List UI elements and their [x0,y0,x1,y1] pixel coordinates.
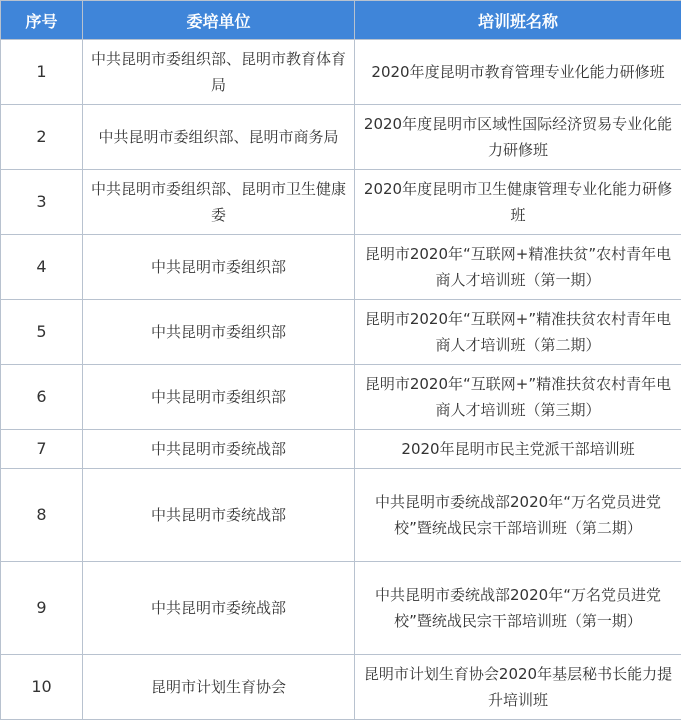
row-unit: 中共昆明市委统战部 [83,430,355,469]
table-row [1,300,681,365]
table-row [1,655,681,720]
table-row [1,40,681,105]
header-class-name: 培训班名称 [355,1,681,40]
row-class-name: 昆明市计划生育协会2020年基层秘书长能力提升培训班 [355,655,681,720]
header-number: 序号 [1,1,83,40]
row-unit: 中共昆明市委组织部 [83,300,355,365]
header-row [1,1,681,40]
row-number: 1 [1,40,83,105]
table-row [1,562,681,655]
row-unit: 中共昆明市委统战部 [83,562,355,655]
row-class-name: 昆明市2020年“互联网+”精准扶贫农村青年电商人才培训班（第二期） [355,300,681,365]
row-class-name: 昆明市2020年“互联网+”精准扶贫农村青年电商人才培训班（第三期） [355,365,681,430]
row-number: 10 [1,655,83,720]
row-class-name: 2020年度昆明市卫生健康管理专业化能力研修班 [355,170,681,235]
row-class-name: 中共昆明市委统战部2020年“万名党员进党校”暨统战民宗干部培训班（第一期） [355,562,681,655]
row-number: 9 [1,562,83,655]
row-number: 6 [1,365,83,430]
row-unit: 中共昆明市委组织部 [83,365,355,430]
table-row [1,170,681,235]
row-number: 3 [1,170,83,235]
row-number: 8 [1,469,83,562]
row-number: 7 [1,430,83,469]
row-unit: 中共昆明市委组织部、昆明市商务局 [83,105,355,170]
row-unit: 中共昆明市委组织部、昆明市教育体育局 [83,40,355,105]
table-row [1,365,681,430]
row-class-name: 中共昆明市委统战部2020年“万名党员进党校”暨统战民宗干部培训班（第二期） [355,469,681,562]
row-unit: 昆明市计划生育协会 [83,655,355,720]
table-row [1,235,681,300]
row-unit: 中共昆明市委统战部 [83,469,355,562]
table-row [1,469,681,562]
header-unit: 委培单位 [83,1,355,40]
row-number: 4 [1,235,83,300]
row-class-name: 2020年昆明市民主党派干部培训班 [355,430,681,469]
row-number: 5 [1,300,83,365]
table-row [1,430,681,469]
row-number: 2 [1,105,83,170]
table-row [1,105,681,170]
row-class-name: 2020年度昆明市区域性国际经济贸易专业化能力研修班 [355,105,681,170]
row-class-name: 2020年度昆明市教育管理专业化能力研修班 [355,40,681,105]
row-unit: 中共昆明市委组织部、昆明市卫生健康委 [83,170,355,235]
row-class-name: 昆明市2020年“互联网+精准扶贫”农村青年电商人才培训班（第一期） [355,235,681,300]
row-unit: 中共昆明市委组织部 [83,235,355,300]
